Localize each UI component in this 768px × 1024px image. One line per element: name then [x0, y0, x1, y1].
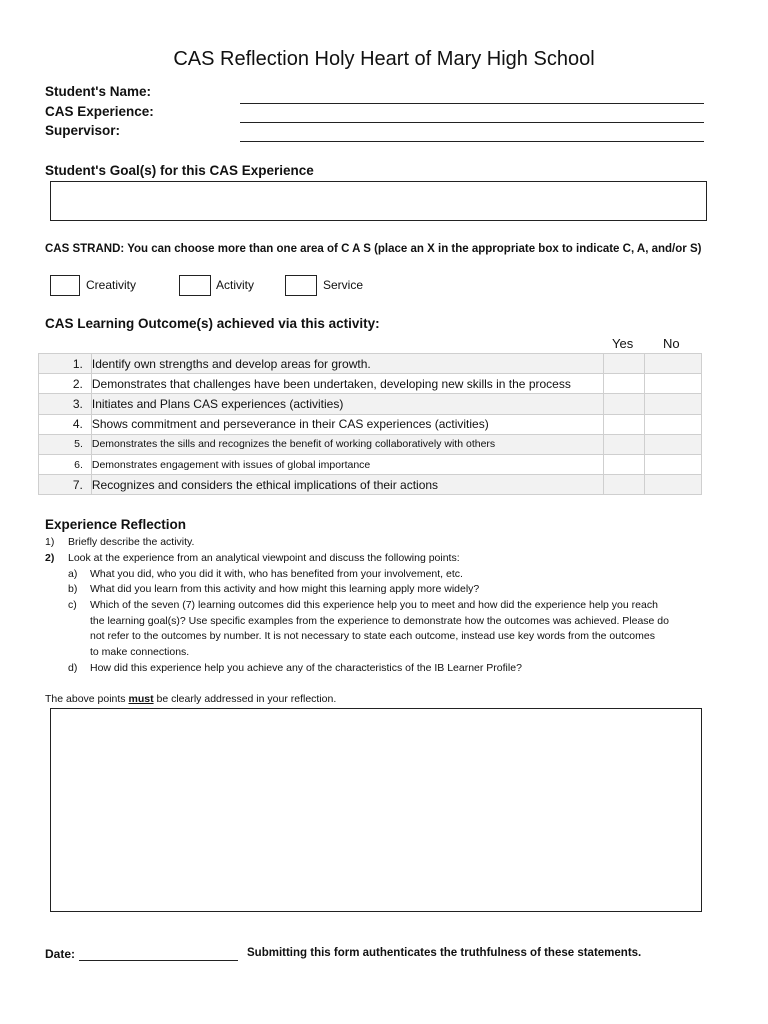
- date-line[interactable]: [79, 960, 238, 961]
- yes-cell[interactable]: [604, 434, 645, 454]
- point-text: Look at the experience from an analytical viewpoint and discuss the following points:: [68, 552, 460, 564]
- no-cell[interactable]: [645, 394, 702, 414]
- activity-checkbox[interactable]: [179, 275, 211, 296]
- table-row: [39, 354, 702, 374]
- outcome-number: 3.: [39, 394, 92, 414]
- point-number: 1): [45, 536, 55, 548]
- table-row: [39, 414, 702, 434]
- outcome-number: 7.: [39, 475, 92, 495]
- note-pre: The above points: [45, 693, 129, 705]
- table-row: [39, 434, 702, 454]
- reflection-box[interactable]: [50, 708, 702, 912]
- outcome-text: Demonstrates that challenges have been undertaken, developing new skills in the process: [91, 374, 603, 394]
- subpoint-letter: d): [68, 662, 78, 674]
- reflection-heading: Experience Reflection: [45, 517, 187, 532]
- no-header: No: [663, 336, 680, 351]
- subpoint-letter: c): [68, 599, 77, 611]
- subpoint-text: How did this experience help you achieve any of the characteristics of the IB Learner Profile?: [90, 662, 522, 674]
- yes-cell[interactable]: [604, 454, 645, 474]
- outcomes-heading: CAS Learning Outcome(s) achieved via this activity:: [45, 316, 380, 331]
- student-name-label: Student's Name:: [45, 84, 151, 99]
- no-cell[interactable]: [645, 454, 702, 474]
- outcome-number: 6.: [39, 454, 92, 474]
- subpoint-text: the learning goal(s)? Use specific examples from the experience to demonstrate how the outcomes was achieved. Please do: [90, 615, 669, 627]
- date-label: Date:: [45, 947, 76, 961]
- cas-strand-text: CAS STRAND: You can choose more than one area of C A S (place an X in the appropriate box to indicate C, A, and/or S): [45, 243, 702, 255]
- yes-cell[interactable]: [604, 394, 645, 414]
- outcome-number: 1.: [39, 354, 92, 374]
- student-name-line[interactable]: [240, 103, 704, 104]
- page-title: CAS Reflection Holy Heart of Mary High School: [173, 48, 595, 70]
- goals-heading: Student's Goal(s) for this CAS Experience: [45, 163, 314, 178]
- reflection-note: [45, 692, 336, 708]
- yes-cell[interactable]: [604, 354, 645, 374]
- outcome-number: 2.: [39, 374, 92, 394]
- subpoint-text: What did you learn from this activity and how might this learning apply more widely?: [90, 583, 480, 595]
- cas-experience-line[interactable]: [240, 122, 704, 123]
- goals-box[interactable]: [50, 181, 707, 221]
- subpoint-text: Which of the seven (7) learning outcomes did this experience help you to meet and how did the experience help you reach: [90, 599, 658, 611]
- no-cell[interactable]: [645, 475, 702, 495]
- outcome-text: Initiates and Plans CAS experiences (activities): [91, 394, 603, 414]
- yes-cell[interactable]: [604, 414, 645, 434]
- no-cell[interactable]: [645, 434, 702, 454]
- outcome-text: Identify own strengths and develop areas for growth.: [91, 354, 603, 374]
- table-row: [39, 475, 702, 495]
- subpoint-text: not refer to the outcomes by number. It is not necessary to state each outcome, instead use key words from the outcomes: [90, 630, 655, 642]
- supervisor-label: Supervisor:: [45, 123, 121, 138]
- subpoint-text: to make connections.: [90, 646, 190, 658]
- no-cell[interactable]: [645, 374, 702, 394]
- outcome-text: Recognizes and considers the ethical implications of their actions: [91, 475, 603, 495]
- creativity-label: Creativity: [86, 278, 137, 292]
- subpoint-letter: a): [68, 568, 78, 580]
- yes-cell[interactable]: [604, 374, 645, 394]
- point-text: Briefly describe the activity.: [68, 536, 195, 548]
- yes-header: Yes: [612, 336, 634, 351]
- outcomes-table: [38, 353, 702, 495]
- cas-experience-label: CAS Experience:: [45, 104, 154, 119]
- subpoint-letter: b): [68, 583, 78, 595]
- outcome-number: 4.: [39, 414, 92, 434]
- outcome-number: 5.: [39, 434, 92, 454]
- outcome-text: Shows commitment and perseverance in their CAS experiences (activities): [91, 414, 603, 434]
- note-post: be clearly addressed in your reflection.: [153, 693, 337, 705]
- table-row: [39, 394, 702, 414]
- subpoint-text: What you did, who you did it with, who has benefited from your involvement, etc.: [90, 568, 463, 580]
- creativity-checkbox[interactable]: [50, 275, 80, 296]
- service-label: Service: [323, 278, 364, 292]
- table-row: [39, 454, 702, 474]
- authentication-statement: Submitting this form authenticates the truthfulness of these statements.: [247, 947, 642, 959]
- outcome-text: Demonstrates engagement with issues of global importance: [91, 454, 603, 474]
- note-must: must: [128, 693, 154, 705]
- no-cell[interactable]: [645, 354, 702, 374]
- yes-cell[interactable]: [604, 475, 645, 495]
- point-number: 2): [45, 552, 55, 564]
- table-row: [39, 374, 702, 394]
- supervisor-line[interactable]: [240, 141, 704, 142]
- outcome-text: Demonstrates the sills and recognizes the benefit of working collaboratively with others: [91, 434, 603, 454]
- activity-label: Activity: [216, 278, 255, 292]
- no-cell[interactable]: [645, 414, 702, 434]
- service-checkbox[interactable]: [285, 275, 317, 296]
